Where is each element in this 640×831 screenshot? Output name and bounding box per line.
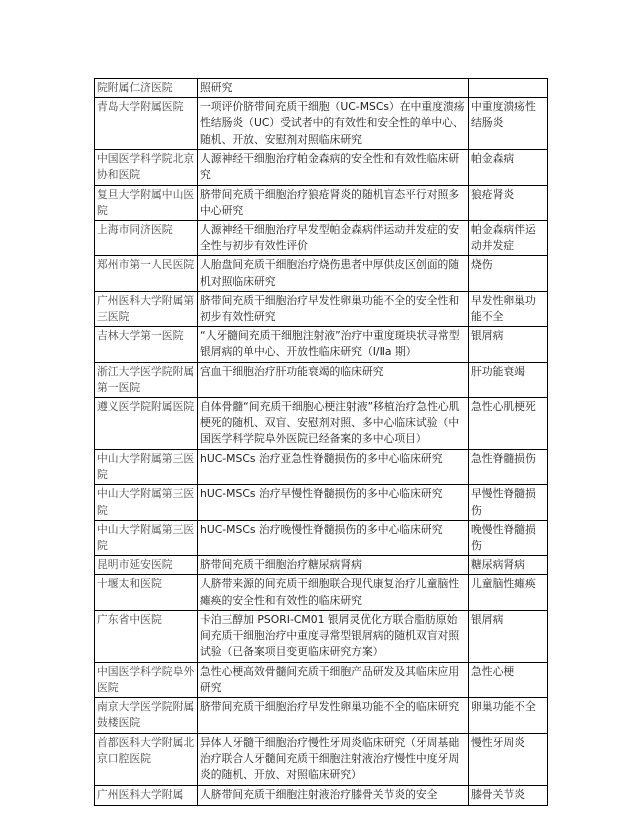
project-cell: hUC-MSCs 治疗早慢性脊髓损伤的多中心临床研究 bbox=[198, 485, 469, 520]
table-row bbox=[95, 150, 548, 185]
table-row bbox=[95, 398, 548, 450]
disease-cell: 帕金森病 bbox=[469, 150, 548, 185]
disease-cell: 银屑病 bbox=[469, 327, 548, 362]
hospital-cell: 首都医科大学附属北京口腔医院 bbox=[95, 733, 198, 785]
disease-cell: 糖尿病肾病 bbox=[469, 556, 548, 575]
project-cell: 人胎盘间充质干细胞治疗烧伤患者中厚供皮区创面的随机对照临床研究 bbox=[198, 256, 469, 291]
disease-cell: 晚慢性脊髓损伤 bbox=[469, 520, 548, 555]
table-row bbox=[95, 485, 548, 520]
disease-cell: 狼疮肾炎 bbox=[469, 185, 548, 220]
disease-cell: 早发性卵巢功能不全 bbox=[469, 291, 548, 326]
disease-cell: 慢性牙周炎 bbox=[469, 733, 548, 785]
hospital-cell: 十堰太和医院 bbox=[95, 575, 198, 610]
table-row bbox=[95, 362, 548, 397]
project-cell: 人源神经干细胞治疗帕金森病的安全性和有效性临床研究 bbox=[198, 150, 469, 185]
hospital-cell: 青岛大学附属医院 bbox=[95, 98, 198, 150]
project-cell: 脐带间充质干细胞治疗早发性卵巢功能不全的临床研究 bbox=[198, 698, 469, 733]
table-row bbox=[95, 291, 548, 326]
project-cell: 人源神经干细胞治疗早发型帕金森病伴运动并发症的安全性与初步有效性评价 bbox=[198, 221, 469, 256]
hospital-cell: 院附属仁济医院 bbox=[95, 79, 198, 98]
project-cell: 异体人牙髓干细胞治疗慢性牙周炎临床研究（牙周基础治疗联合人牙髓间充质干细胞注射液治疗慢性中度牙周炎的随机、开放、对照临床研究） bbox=[198, 733, 469, 785]
hospital-cell: 中山大学附属第三医院 bbox=[95, 450, 198, 485]
project-cell: 一项评价脐带间充质干细胞（UC-MSCs）在中重度溃疡性结肠炎（UC）受试者中的有效性和安全性的单中心、随机、开放、安慰剂对照临床研究 bbox=[198, 98, 469, 150]
hospital-cell: 遵义医学院附属医院 bbox=[95, 398, 198, 450]
disease-cell: 膝骨关节炎 bbox=[469, 785, 548, 805]
hospital-cell: 南京大学医学院附属鼓楼医院 bbox=[95, 698, 198, 733]
table-row bbox=[95, 556, 548, 575]
clinical-research-table bbox=[94, 78, 548, 806]
hospital-cell: 中国医学科学院北京协和医院 bbox=[95, 150, 198, 185]
hospital-cell: 中山大学附属第三医院 bbox=[95, 485, 198, 520]
project-cell: 脐带间充质干细胞治疗糖尿病肾病 bbox=[198, 556, 469, 575]
table-row bbox=[95, 98, 548, 150]
project-cell: 人脐带来源的间充质干细胞联合现代康复治疗儿童脑性瘫痪的安全性和有效性的临床研究 bbox=[198, 575, 469, 610]
disease-cell: 儿童脑性瘫痪 bbox=[469, 575, 548, 610]
project-cell: 自体骨髓“间充质干细胞心梗注射液”移植治疗急性心肌梗死的随机、双盲、安慰剂对照、多中心临床试验（中国医学科学院阜外医院已经备案的多中心项目） bbox=[198, 398, 469, 450]
project-cell: 脐带间充质干细胞治疗早发性卵巢功能不全的安全性和初步有效性研究 bbox=[198, 291, 469, 326]
table-row bbox=[95, 662, 548, 697]
table-row bbox=[95, 79, 548, 98]
hospital-cell: 广东省中医院 bbox=[95, 610, 198, 662]
table-row bbox=[95, 185, 548, 220]
disease-cell bbox=[469, 79, 548, 98]
project-cell: hUC-MSCs 治疗亚急性脊髓损伤的多中心临床研究 bbox=[198, 450, 469, 485]
hospital-cell: 广州医科大学附属第三医院 bbox=[95, 291, 198, 326]
project-cell: 急性心梗高效骨髓间充质干细胞产品研发及其临床应用研究 bbox=[198, 662, 469, 697]
table-row bbox=[95, 256, 548, 291]
hospital-cell: 吉林大学第一医院 bbox=[95, 327, 198, 362]
hospital-cell: 浙江大学医学院附属第一医院 bbox=[95, 362, 198, 397]
table-row bbox=[95, 610, 548, 662]
project-cell: 卡泊三醇加 PSORI-CM01 银屑灵优化方联合脂肪原始间充质干细胞治疗中重度寻常型银屑病的随机双盲对照试验（已备案项目变更临床研究方案） bbox=[198, 610, 469, 662]
disease-cell: 烧伤 bbox=[469, 256, 548, 291]
disease-cell: 肝功能衰竭 bbox=[469, 362, 548, 397]
hospital-cell: 复旦大学附属中山医院 bbox=[95, 185, 198, 220]
project-cell: 宫血干细胞治疗肝功能衰竭的临床研究 bbox=[198, 362, 469, 397]
disease-cell: 急性心肌梗死 bbox=[469, 398, 548, 450]
disease-cell: 早慢性脊髓损伤 bbox=[469, 485, 548, 520]
disease-cell: 急性心梗 bbox=[469, 662, 548, 697]
project-cell: 人脐带间充质干细胞注射液治疗膝骨关节炎的安全 bbox=[198, 785, 469, 805]
hospital-cell: 上海市同济医院 bbox=[95, 221, 198, 256]
table-row bbox=[95, 450, 548, 485]
disease-cell: 急性脊髓损伤 bbox=[469, 450, 548, 485]
hospital-cell: 中国医学科学院阜外医院 bbox=[95, 662, 198, 697]
table-row bbox=[95, 575, 548, 610]
table-row bbox=[95, 327, 548, 362]
table-row bbox=[95, 221, 548, 256]
hospital-cell: 昆明市延安医院 bbox=[95, 556, 198, 575]
disease-cell: 中重度溃疡性结肠炎 bbox=[469, 98, 548, 150]
project-cell: 照研究 bbox=[198, 79, 469, 98]
disease-cell: 卵巢功能不全 bbox=[469, 698, 548, 733]
hospital-cell: 广州医科大学附属 bbox=[95, 785, 198, 805]
project-cell: 脐带间充质干细胞治疗狼疮肾炎的随机盲态平行对照多中心研究 bbox=[198, 185, 469, 220]
disease-cell: 帕金森病伴运动并发症 bbox=[469, 221, 548, 256]
table-row bbox=[95, 698, 548, 733]
project-cell: hUC-MSCs 治疗晚慢性脊髓损伤的多中心临床研究 bbox=[198, 520, 469, 555]
hospital-cell: 郑州市第一人民医院 bbox=[95, 256, 198, 291]
table-row bbox=[95, 785, 548, 805]
disease-cell: 银屑病 bbox=[469, 610, 548, 662]
hospital-cell: 中山大学附属第三医院 bbox=[95, 520, 198, 555]
table-row bbox=[95, 733, 548, 785]
project-cell: “人牙髓间充质干细胞注射液”治疗中重度斑块状寻常型银屑病的单中心、开放性临床研究（Ⅰ/Ⅱa 期） bbox=[198, 327, 469, 362]
table-body bbox=[95, 79, 548, 806]
table-row bbox=[95, 520, 548, 555]
